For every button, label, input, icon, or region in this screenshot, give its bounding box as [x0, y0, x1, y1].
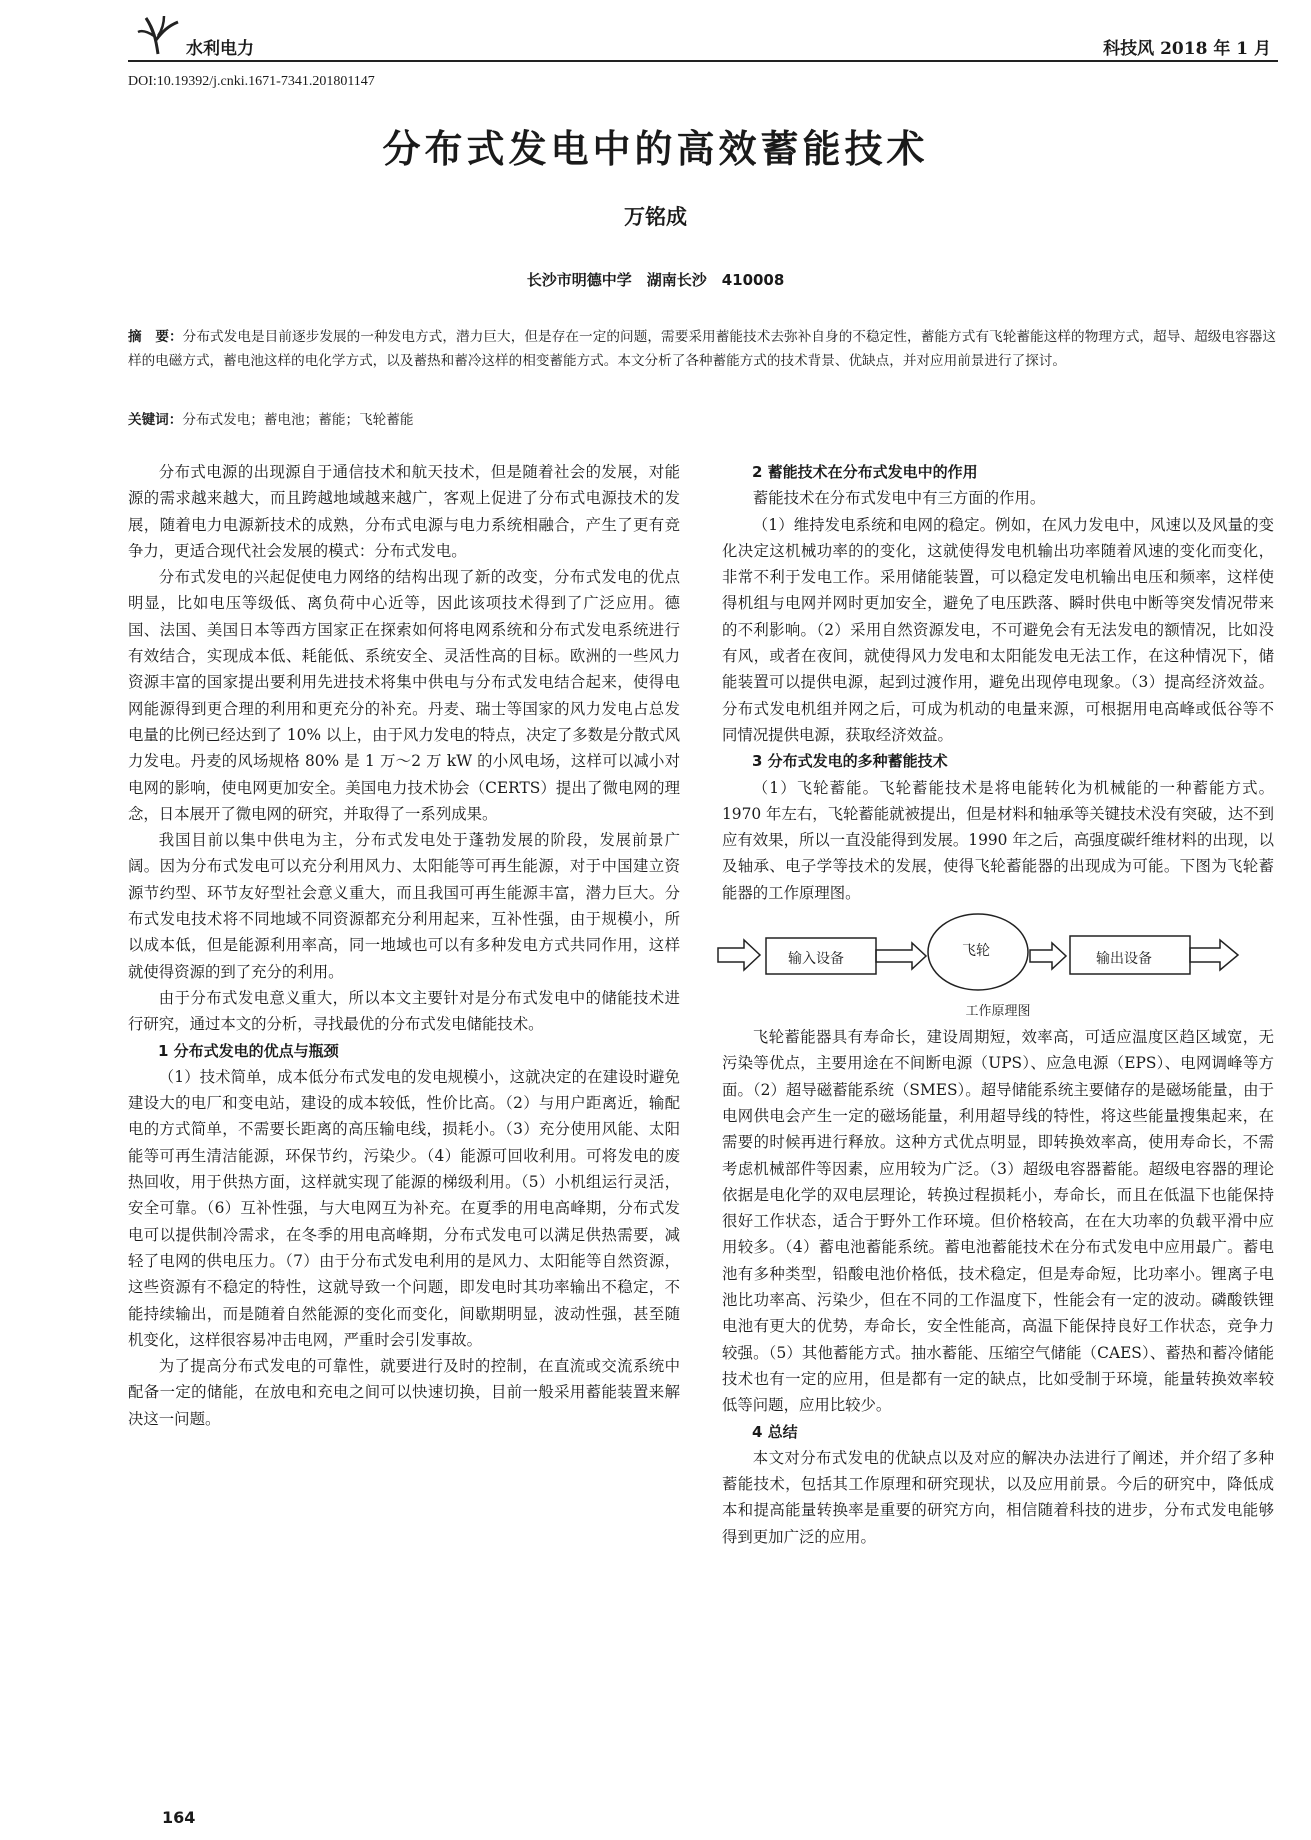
flywheel-label: 飞轮 — [962, 943, 990, 960]
paragraph: （1）维持发电系统和电网的稳定。例如，在风力发电中，风速以及风量的变化决定这机械功率的的变化，这就使得发电机输出功率随着风速的变化而变化，非常不利于发电工作。采用储能装置，可以稳定发电机输出电压和频率，这样使得机组与电网并网时更加安全，避免了电压跌落、瞬时供电中断等突发情况带来的不利影响。（2）采用自然资源发电，不可避免会有无法发电的额情况，比如没有风，或者在夜间，就使得风力发电和太阳能发电无法工作，在这种情况下，储能装置可以提供电源，起到过渡作用，避免出现停电现象。（3）提高经济效益。分布式发电机组并网之后，可成为机动的电量来源，可根据用电高峰或低谷等不同情况提供电源，获取经济效益。 — [722, 515, 1274, 744]
abstract — [128, 325, 1276, 373]
arrow-to-flywheel — [876, 943, 926, 969]
input-arrow — [718, 940, 760, 970]
paragraph: 分布式电源的出现源自于通信技术和航天技术，但是随着社会的发展，对能源的需求越来越大，而且跨越地域越来越广，客观上促进了分布式电源技术的发展，随着电力电源新技术的成熟，分布式电源与电力系统相融合，产生了更有竞争力，更适合现代社会发展的模式：分布式发电。 — [128, 463, 680, 560]
journal-issue: 科技风 2018 年 1 月 — [1103, 39, 1271, 59]
section-heading: 3 分布式发电的多种蓄能技术 — [752, 752, 948, 771]
paragraph: 飞轮蓄能器具有寿命长，建设周期短，效率高，可适应温度区趋区域宽，无污染等优点，主要用途在不间断电源（UPS）、应急电源（EPS）、电网调峰等方面。（2）超导磁蓄能系统（SMES）。超导储能系统主要储存的是磁场能量，由于电网供电会产生一定的磁场能量，利用超导线的特性，将这些能量搜集起来，在需要的时候再进行释放。这种方式优点明显，即转换效率高，使用寿命长，不需考虑机械部件等因素，应用较为广泛。（3）超级电容器蓄能。超级电容器的理论依据是电化学的双电层理论，转换过程损耗小，寿命长，而且在低温下也能保持很好工作状态，适合于野外工作环境。但价格较高，在在大功率的负载平滑中应用较多。（4）蓄电池蓄能系统。蓄电池蓄能技术在分布式发电中应用最广。蓄电池有多种类型，铅酸电池价格低，技术稳定，但是寿命短，比功率小。锂离子电池比功率高、污染少，但在不同的工作温度下，性能会有一定的波动。磷酸铁锂电池有更大的优势，寿命长，安全性能高，高温下能保持良好工作状态，竞争力较强。（5）其他蓄能方式。抽水蓄能、压缩空气储能（CAES）、蓄热和蓄冷储能技术也有一定的应用，但是都有一定的缺点，比如受制于环境，能量转换效率较低等问题，应用比较少。 — [722, 1028, 1274, 1415]
left-column — [128, 459, 680, 1432]
abstract-text: 分布式发电是目前逐步发展的一种发电方式，潜力巨大，但是存在一定的问题，需要采用蓄能技术去弥补自身的不稳定性，蓄能方式有飞轮蓄能这样的物理方式，超导、超级电容器这样的电磁方式，蓄电池这样的电化学方式，以及蓄热和蓄冷这样的相变蓄能方式。本文分析了各种蓄能方式的技术背景、优缺点，并对应用前景进行了探讨。 — [128, 329, 1276, 369]
keywords-text: 分布式发电；蓄电池；蓄能；飞轮蓄能 — [182, 412, 414, 428]
affiliation: 长沙市明德中学 湖南长沙 410008 — [526, 271, 785, 289]
paragraph: 由于分布式发电意义重大，所以本文主要针对是分布式发电中的储能技术进行研究，通过本文的分析，寻找最优的分布式发电储能技术。 — [128, 988, 680, 1034]
figure-caption: 工作原理图 — [965, 1004, 1031, 1020]
paragraph: 为了提高分布式发电的可靠性，就要进行及时的控制，在直流或交流系统中配备一定的储能，在放电和充电之间可以快速切换，目前一般采用蓄能装置来解决这一问题。 — [128, 1357, 680, 1428]
paragraph: 分布式发电的兴起促使电力网络的结构出现了新的改变，分布式发电的优点明显，比如电压等级低、离负荷中心近等，因此该项技术得到了广泛应用。德国、法国、美国日本等西方国家正在探索如何将电网系统和分布式发电系统进行有效结合，实现成本低、耗能低、系统安全、灵活性高的目标。欧洲的一些风力资源丰富的国家提出要利用先进技术将集中供电与分布式发电结合起来，使得电网能源得到更合理的利用和更充分的补充。丹麦、瑞士等国家的风力发电占总发电量的比例已经达到了 10% 以上，由于风力发电的特点，决定了多数是分散式风力发电。丹麦的风场规格 80% 是 1 万～2 万 kW 的小风电场，这样可以减小对电网的影响，使电网更加安全。美国电力技术协会（CERTS）提出了微电网的理念，日本展开了微电网的研究，并取得了一系列成果。 — [128, 568, 680, 823]
paragraph: 我国目前以集中供电为主，分布式发电处于蓬勃发展的阶段，发展前景广阔。因为分布式发电可以充分利用风力、太阳能等可再生能源，对于中国建立资源节约型、环节友好型社会意义重大，而且我国可再生能源丰富，潜力巨大。分布式发电技术将不同地域不同资源都充分利用起来，互补性强，由于规模小，所以成本低，但是能源利用率高，同一地域也可以有多种发电方式共同作用，这样就使得资源的到了充分的利用。 — [128, 831, 680, 981]
paragraph: 本文对分布式发电的优缺点以及对应的解决办法进行了阐述，并介绍了多种蓄能技术，包括其工作原理和研究现状，以及应用前景。今后的研究中，降低成本和提高能量转换率是重要的研究方向，相信随着科技的进步，分布式发电能够得到更加广泛的应用。 — [722, 1448, 1274, 1546]
paragraph: （1）技术简单，成本低分布式发电的发电规模小，这就决定的在建设时避免建设大的电厂和变电站，建设的成本较低，性价比高。（2）与用户距离近，输配电的方式简单，不需要长距离的高压输电线，损耗小。（3）充分使用风能、太阳能等可再生清洁能源，环保节约，污染少。（4）能源可回收利用。可将发电的废热回收，用于供热方面，这样就实现了能源的梯级利用。（5）小机组运行灵活，安全可靠。（6）互补性强，与大电网互为补充。在夏季的用电高峰期，分布式发电可以提供制冷需求，在冬季的用电高峰期，分布式发电可以满足供热需要，减轻了电网的供电压力。（7）由于分布式发电利用的是风力、太阳能等自然资源，这些资源有不稳定的特性，这就导致一个问题，即发电时其功率输出不稳定，不能持续输出，而是随着自然能源的变化而变化，间歇期明显，波动性强，甚至随机变化，这样很容易冲击电网，严重时会引发事故。 — [128, 1067, 680, 1349]
abstract-label: 摘 要： — [128, 329, 183, 345]
input-device-label: 输入设备 — [788, 951, 844, 968]
section-heading: 2 蓄能技术在分布式发电中的作用 — [752, 463, 978, 481]
paragraph: （1）飞轮蓄能。飞轮蓄能技术是将电能转化为机械能的一种蓄能方式。1970 年左右，飞轮蓄能就被提出，但是材料和轴承等关键技术没有突破，达不到应有效果，所以一直没能得到发展。1990 年之后，高强度碳纤维材料的出现，以及轴承、电子学等技术的发展，使得飞轮蓄能器的出现成为可能。下图为飞轮蓄能器的工作原理图。 — [722, 778, 1274, 902]
header-rule — [128, 60, 1278, 62]
right-column — [722, 459, 1274, 1550]
section-heading: 4 总结 — [752, 1422, 798, 1441]
keywords-label: 关键词： — [128, 412, 183, 428]
output-arrow — [1190, 940, 1238, 970]
page-number: 164 — [162, 1808, 196, 1827]
journal-logo-icon — [134, 10, 182, 56]
doi: DOI:10.19392/j.cnki.1671-7341.201801147 — [128, 74, 375, 89]
paragraph: 蓄能技术在分布式发电中有三方面的作用。 — [752, 489, 1046, 508]
flywheel-diagram — [714, 910, 1274, 1000]
journal-section-name: 水利电力 — [186, 39, 254, 59]
section-heading: 1 分布式发电的优点与瓶颈 — [158, 1041, 339, 1060]
author: 万铭成 — [624, 204, 687, 229]
output-device-label: 输出设备 — [1096, 951, 1152, 968]
arrow-from-flywheel — [1030, 943, 1066, 969]
paper-title: 分布式发电中的高效蓄能技术 — [382, 126, 929, 171]
keywords — [128, 408, 1276, 432]
